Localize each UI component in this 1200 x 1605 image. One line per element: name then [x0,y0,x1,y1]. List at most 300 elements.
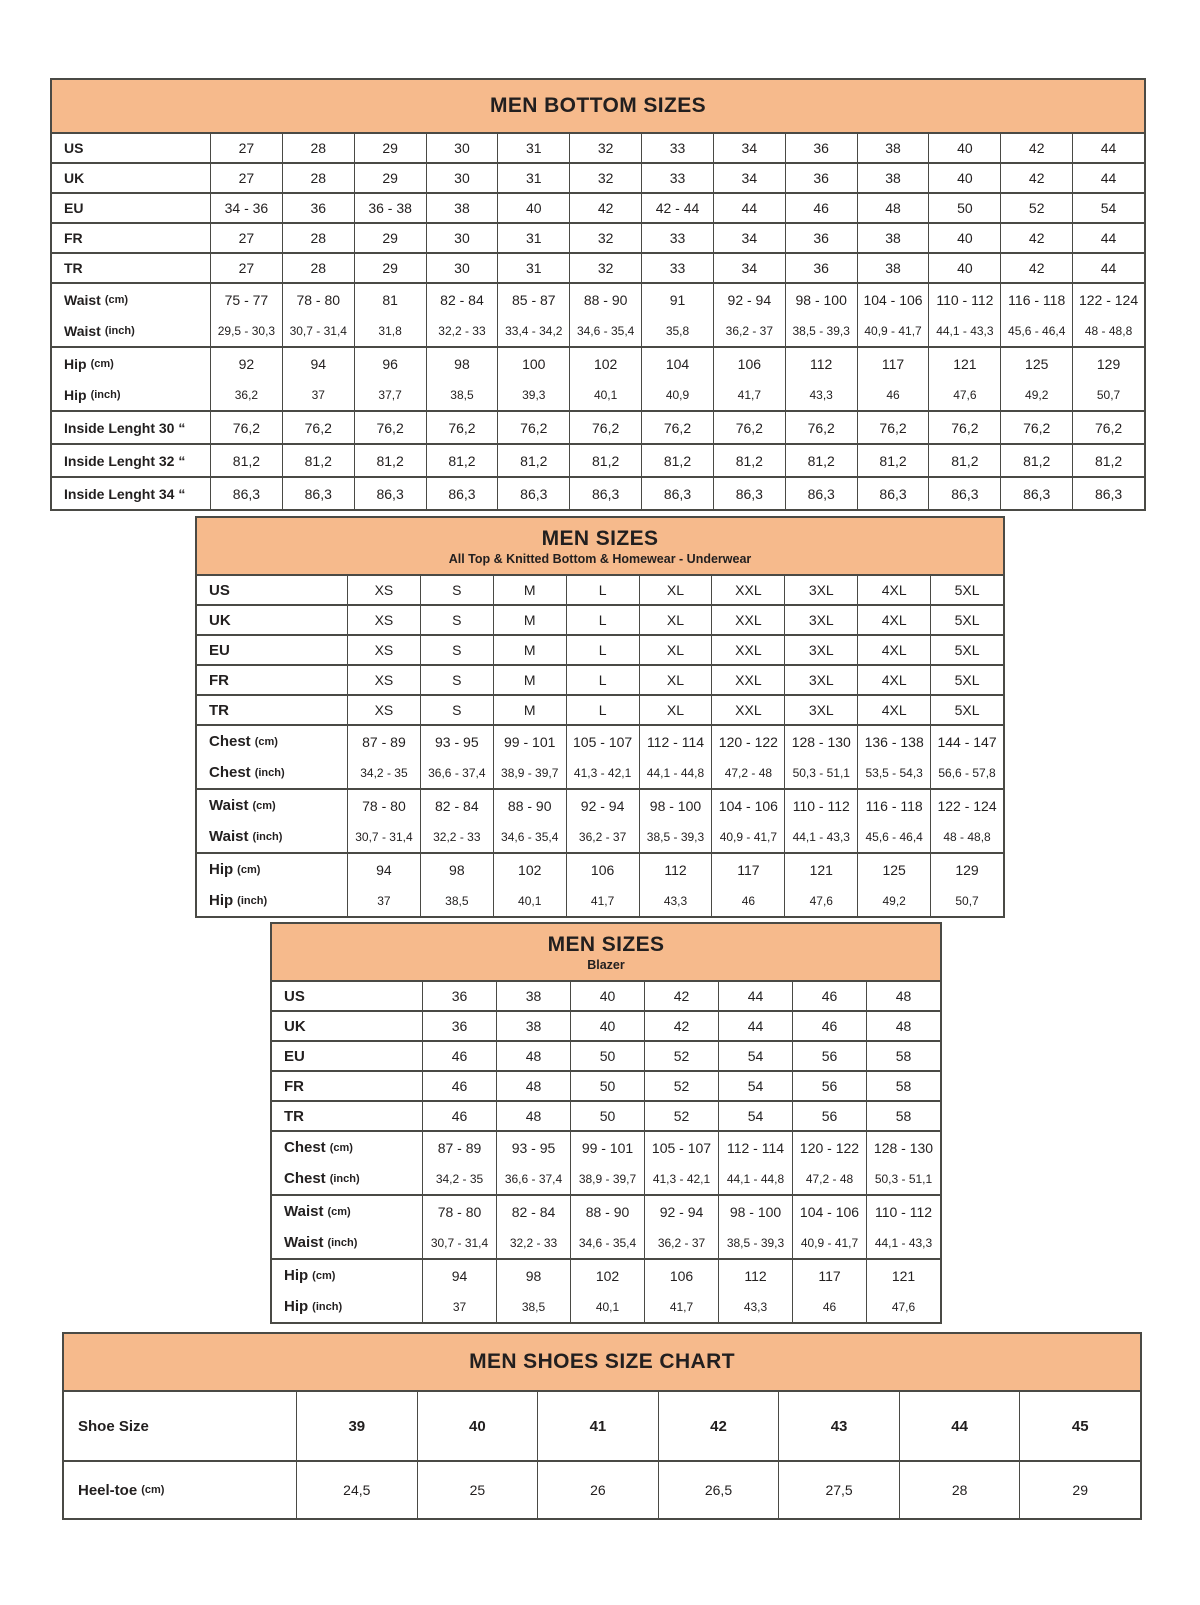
table-row [272,1132,940,1163]
table-cell: 81,2 [928,445,1000,476]
row-label [197,606,347,634]
table-row [52,134,1144,162]
table-cell: 5XL [930,606,1003,634]
table-cell: 38,5 [420,885,493,916]
table-cell: 42 [569,194,641,222]
table-row [272,1163,940,1194]
table-row [197,757,1003,788]
table-cell: 116 - 118 [857,790,930,821]
table-cell: 49,2 [1000,379,1072,410]
table-cell: 121 [928,348,1000,379]
table-cell: 112 [718,1260,792,1291]
row-group [52,410,1144,443]
table-cell: 110 - 112 [784,790,857,821]
table-cell: 27,5 [778,1462,899,1518]
table-cell: 41,7 [566,885,639,916]
table-cell: 47,6 [928,379,1000,410]
table-cell: XS [347,696,420,724]
table-cell: 44,1 - 43,3 [866,1227,940,1258]
row-label-unit: (inch) [90,388,121,401]
row-group [272,1040,940,1070]
table-cell: 94 [282,348,354,379]
row-group [272,1130,940,1194]
table-cell: 38 [426,194,498,222]
row-label [197,726,347,757]
table-cell: 33 [641,254,713,282]
table-cell: 94 [422,1260,496,1291]
table-cell: 43,3 [718,1291,792,1322]
table-cell: 36,6 - 37,4 [496,1163,570,1194]
table-cell: 58 [866,1072,940,1100]
table-cell: M [493,636,566,664]
table-cell: 40 [928,164,1000,192]
table-cell: 81,2 [641,445,713,476]
row-label [52,224,210,252]
table-cell: 32,2 - 33 [496,1227,570,1258]
table-cell: L [566,666,639,694]
table-cell: 125 [857,854,930,885]
row-label-text: Waist [209,828,249,845]
table-row [197,636,1003,664]
table-cell: 38,5 - 39,3 [785,315,857,346]
row-group [197,634,1003,664]
table-cell: M [493,606,566,634]
row-label-text: Chest [209,764,251,781]
table-cell: 82 - 84 [426,284,498,315]
men-bottom-sizes-table-header [52,80,1144,134]
table-cell: 44,1 - 44,8 [718,1163,792,1194]
table-cell: 76,2 [1072,412,1144,443]
table-cell: 48 [866,982,940,1010]
row-group [197,664,1003,694]
row-label-unit: (cm) [329,1141,353,1154]
table-cell: 45 [1019,1392,1140,1460]
table-row [272,1260,940,1291]
table-cell: 117 [792,1260,866,1291]
table-row [52,445,1144,476]
table-cell: 5XL [930,696,1003,724]
table-cell: 99 - 101 [570,1132,644,1163]
row-group [197,694,1003,724]
row-label [52,134,210,162]
row-label-text: EU [64,200,84,216]
row-label [272,1227,422,1258]
table-cell: 86,3 [641,478,713,509]
table-cell: M [493,696,566,724]
table-cell: 34 [713,134,785,162]
row-group [52,134,1144,162]
table-cell: 39 [296,1392,417,1460]
row-label-text: EU [284,1047,305,1065]
table-cell: 46 [711,885,784,916]
table-cell: 125 [1000,348,1072,379]
table-cell: 44 [713,194,785,222]
table-cell: 48 [857,194,929,222]
table-cell: 41,7 [644,1291,718,1322]
table-cell: 40,1 [570,1291,644,1322]
table-cell: 105 - 107 [644,1132,718,1163]
table-cell: 37 [422,1291,496,1322]
table-cell: 117 [711,854,784,885]
men-shoes-size-chart-table-title: MEN SHOES SIZE CHART [469,1350,735,1373]
table-cell: 38,5 [496,1291,570,1322]
table-cell: XL [639,666,712,694]
table-cell: 56 [792,1102,866,1130]
table-cell: 40,9 - 41,7 [857,315,929,346]
row-label-text: Shoe Size [78,1417,149,1435]
row-label [52,254,210,282]
table-cell: 29,5 - 30,3 [210,315,282,346]
row-label-unit: (cm) [254,735,278,748]
table-cell: 82 - 84 [420,790,493,821]
table-cell: 105 - 107 [566,726,639,757]
table-cell: 42 [644,982,718,1010]
row-label-text: UK [64,170,85,186]
men-bottom-sizes-table-body [52,134,1144,509]
row-group [64,1460,1140,1518]
table-cell: 46 [792,1012,866,1040]
table-cell: 88 - 90 [569,284,641,315]
row-group [197,604,1003,634]
table-cell: M [493,666,566,694]
table-cell: 36,2 [210,379,282,410]
table-cell: 48 [496,1072,570,1100]
table-cell: 78 - 80 [282,284,354,315]
table-cell: 48 - 48,8 [930,821,1003,852]
row-label [272,1102,422,1130]
table-cell: 121 [784,854,857,885]
table-cell: XS [347,576,420,604]
row-label [272,1042,422,1070]
table-cell: 50 [928,194,1000,222]
row-label-text: EU [209,641,230,659]
table-cell: 54 [718,1042,792,1070]
table-cell: 86,3 [497,478,569,509]
table-cell: 46 [785,194,857,222]
table-cell: 33 [641,164,713,192]
table-cell: 98 - 100 [785,284,857,315]
table-row [64,1462,1140,1518]
table-cell: 29 [354,254,426,282]
table-cell: 76,2 [282,412,354,443]
table-cell: 48 [866,1012,940,1040]
table-cell: 98 - 100 [639,790,712,821]
row-label-text: Waist [209,797,249,814]
table-cell: 38 [857,254,929,282]
row-label-text: Hip [209,892,234,909]
table-cell: 110 - 112 [866,1196,940,1227]
table-cell: 36 [422,1012,496,1040]
row-label-unit: (inch) [312,1300,343,1313]
row-group [272,1194,940,1258]
table-cell: 31 [497,134,569,162]
table-cell: 81,2 [1000,445,1072,476]
table-cell: 42 [1000,164,1072,192]
table-cell: 32,2 - 33 [426,315,498,346]
table-cell: 3XL [784,606,857,634]
table-cell: 86,3 [426,478,498,509]
table-cell: 81,2 [426,445,498,476]
table-cell: 76,2 [928,412,1000,443]
table-row [272,1196,940,1227]
row-label [272,1163,422,1194]
table-cell: 44 [1072,134,1144,162]
table-cell: 50,7 [930,885,1003,916]
table-cell: 50,3 - 51,1 [784,757,857,788]
table-cell: 37 [347,885,420,916]
table-cell: 44 [1072,164,1144,192]
table-cell: 28 [282,134,354,162]
table-cell: 30,7 - 31,4 [282,315,354,346]
men-shoes-size-chart-table-header [64,1334,1140,1392]
table-cell: 45,6 - 46,4 [1000,315,1072,346]
table-cell: 87 - 89 [347,726,420,757]
row-group [52,443,1144,476]
table-cell: 104 [641,348,713,379]
table-cell: L [566,606,639,634]
table-cell: 4XL [857,576,930,604]
table-cell: 38 [496,1012,570,1040]
table-cell: 87 - 89 [422,1132,496,1163]
table-cell: 76,2 [210,412,282,443]
men-shoes-size-chart-table [62,1332,1142,1520]
table-row [52,224,1144,252]
row-label [52,478,210,509]
table-cell: 43,3 [785,379,857,410]
table-cell: XXL [711,636,784,664]
row-group [272,1100,940,1130]
table-cell: 81,2 [210,445,282,476]
table-cell: 58 [866,1102,940,1130]
table-cell: 94 [347,854,420,885]
table-cell: 38,5 - 39,3 [718,1227,792,1258]
table-cell: XXL [711,606,784,634]
table-row [52,194,1144,222]
men-shoes-size-chart-table-body [64,1392,1140,1518]
table-cell: 3XL [784,576,857,604]
table-cell: 122 - 124 [930,790,1003,821]
table-cell: 76,2 [713,412,785,443]
row-label-text: US [209,581,230,599]
table-row [52,315,1144,346]
table-cell: 27 [210,224,282,252]
table-cell: 76,2 [641,412,713,443]
row-label [197,696,347,724]
table-cell: 24,5 [296,1462,417,1518]
table-cell: 96 [354,348,426,379]
table-cell: 34 [713,164,785,192]
table-cell: 41,3 - 42,1 [566,757,639,788]
table-cell: 76,2 [354,412,426,443]
table-cell: 106 [566,854,639,885]
row-label-unit: (inch) [252,830,283,843]
table-cell: 54 [1072,194,1144,222]
table-cell: 81,2 [354,445,426,476]
row-group [197,724,1003,788]
table-row [52,478,1144,509]
row-label-text: Inside Lenght 30 “ [64,419,186,436]
table-cell: 86,3 [354,478,426,509]
table-cell: 128 - 130 [866,1132,940,1163]
table-cell: 44 [1072,254,1144,282]
table-cell: 30 [426,224,498,252]
table-cell: 33 [641,224,713,252]
table-cell: 81,2 [569,445,641,476]
table-cell: 112 - 114 [639,726,712,757]
table-cell: 129 [1072,348,1144,379]
row-label-unit: (cm) [327,1205,351,1218]
table-cell: 78 - 80 [422,1196,496,1227]
row-group [52,476,1144,509]
row-label-text: Chest [209,733,251,750]
men-sizes-top-table [195,516,1005,918]
row-label-text: Hip [209,861,234,878]
men-sizes-blazer-table-header [272,924,940,982]
row-label-text: Hip [284,1267,309,1284]
table-cell: 27 [210,254,282,282]
table-cell: 34,6 - 35,4 [569,315,641,346]
table-cell: 40 [928,134,1000,162]
table-cell: 48 - 48,8 [1072,315,1144,346]
table-cell: 75 - 77 [210,284,282,315]
table-cell: 50 [570,1072,644,1100]
table-cell: 39,3 [497,379,569,410]
row-label [197,576,347,604]
row-label [52,315,210,346]
table-cell: 4XL [857,696,930,724]
table-cell: 50 [570,1042,644,1070]
table-cell: 86,3 [928,478,1000,509]
table-cell: 44,1 - 43,3 [928,315,1000,346]
row-label [272,1012,422,1040]
table-cell: 52 [644,1072,718,1100]
table-cell: 34 [713,224,785,252]
row-label [64,1462,296,1518]
table-cell: 32 [569,164,641,192]
table-cell: 28 [899,1462,1020,1518]
row-label [64,1392,296,1460]
table-cell: 31,8 [354,315,426,346]
row-label [52,284,210,315]
table-cell: 110 - 112 [928,284,1000,315]
table-cell: 120 - 122 [711,726,784,757]
row-label-text: US [64,140,84,156]
table-cell: 86,3 [1072,478,1144,509]
table-cell: 28 [282,254,354,282]
table-cell: 42 [644,1012,718,1040]
table-cell: 53,5 - 54,3 [857,757,930,788]
table-cell: 50 [570,1102,644,1130]
row-label-text: UK [284,1017,306,1035]
row-label-text: UK [209,611,231,629]
row-label-text: FR [209,671,229,689]
table-cell: 92 - 94 [566,790,639,821]
men-sizes-top-table-body [197,576,1003,916]
row-label [52,164,210,192]
table-cell: 36,2 - 37 [713,315,785,346]
table-cell: 42 [1000,254,1072,282]
table-row [52,379,1144,410]
row-label [197,821,347,852]
table-cell: 30,7 - 31,4 [422,1227,496,1258]
table-cell: 86,3 [713,478,785,509]
table-row [197,606,1003,634]
table-cell: 34,2 - 35 [347,757,420,788]
table-cell: 42 [1000,134,1072,162]
table-cell: 28 [282,224,354,252]
table-cell: 43 [778,1392,899,1460]
row-label-unit: (cm) [104,293,129,306]
table-cell: 42 - 44 [641,194,713,222]
row-label [52,412,210,443]
table-cell: 29 [354,224,426,252]
row-label-text: Hip [284,1298,309,1315]
table-cell: 58 [866,1042,940,1070]
row-group [52,192,1144,222]
table-cell: 42 [658,1392,779,1460]
row-label [197,885,347,916]
table-cell: 29 [354,164,426,192]
table-cell: 102 [570,1260,644,1291]
table-cell: 116 - 118 [1000,284,1072,315]
row-label-text: Waist [64,291,101,308]
table-cell: 38 [857,134,929,162]
table-cell: 106 [644,1260,718,1291]
table-cell: S [420,576,493,604]
table-cell: 33 [641,134,713,162]
table-cell: 47,2 - 48 [711,757,784,788]
table-cell: 31 [497,224,569,252]
table-cell: 76,2 [785,412,857,443]
table-cell: 45,6 - 46,4 [857,821,930,852]
table-cell: 81,2 [857,445,929,476]
row-label [197,666,347,694]
table-cell: 129 [930,854,1003,885]
table-cell: 128 - 130 [784,726,857,757]
table-row [272,1072,940,1100]
table-cell: 81 [354,284,426,315]
table-cell: 27 [210,134,282,162]
row-group [52,162,1144,192]
row-group [197,576,1003,604]
table-cell: 34,6 - 35,4 [493,821,566,852]
row-label-unit: (cm) [312,1269,336,1282]
table-cell: 44,1 - 44,8 [639,757,712,788]
table-cell: 136 - 138 [857,726,930,757]
table-cell: 36,6 - 37,4 [420,757,493,788]
table-cell: S [420,636,493,664]
row-label-unit: (cm) [237,863,261,876]
row-label-text: Hip [64,386,87,403]
table-cell: 36 - 38 [354,194,426,222]
table-row [52,348,1144,379]
table-cell: 38,5 - 39,3 [639,821,712,852]
row-label [272,1196,422,1227]
table-cell: 31 [497,254,569,282]
table-cell: 40 [570,982,644,1010]
row-label [197,790,347,821]
table-cell: XL [639,636,712,664]
table-cell: XL [639,576,712,604]
table-row [197,790,1003,821]
table-cell: 86,3 [210,478,282,509]
table-cell: 33,4 - 34,2 [497,315,569,346]
table-cell: 35,8 [641,315,713,346]
table-cell: 47,2 - 48 [792,1163,866,1194]
row-group [52,282,1144,346]
table-cell: 38,9 - 39,7 [570,1163,644,1194]
table-cell: 31 [497,164,569,192]
